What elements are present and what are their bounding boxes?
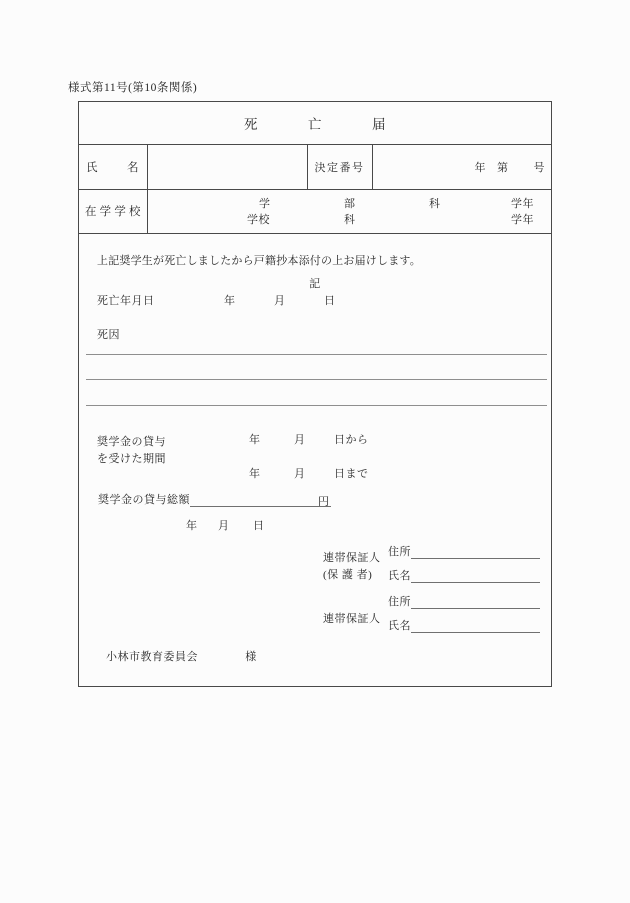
total-amount-row xyxy=(98,491,331,507)
total-label: 奨学金の貸与総額 xyxy=(98,494,190,506)
notice-text: 上記奨学生が死亡しましたから戸籍抄本添付の上お届けします。 xyxy=(97,255,421,267)
school-unit-bu: 部 xyxy=(344,198,356,210)
total-amount-blank xyxy=(190,494,317,507)
school-label-char: 在 xyxy=(85,206,97,218)
decision-number-label: 決定番号 xyxy=(314,161,365,174)
school-unit-gakunen2: 学年 xyxy=(511,214,534,226)
school-label xyxy=(79,189,147,233)
school-label-char: 学 xyxy=(99,206,112,218)
guarantor2-name-row xyxy=(388,617,540,633)
period-to-day: 日まで xyxy=(334,468,369,480)
name-label-char: 氏 xyxy=(86,161,98,174)
name-value-cell xyxy=(147,144,307,189)
submit-date-day: 日 xyxy=(253,520,265,532)
guarantor1-address-blank xyxy=(411,546,540,559)
guarantor1-address-row xyxy=(388,543,540,559)
death-notification-form xyxy=(78,101,552,687)
period-to-year: 年 xyxy=(249,468,261,480)
school-unit-ka2: 科 xyxy=(344,214,356,226)
guarantor1-label-line1: 連帯保証人 xyxy=(323,552,381,564)
death-date-unit-day: 日 xyxy=(324,295,336,307)
guarantor2-name-label: 氏名 xyxy=(388,620,411,632)
recipient-name: 小林市教育委員会 xyxy=(106,651,198,663)
death-date-label: 死亡年月日 xyxy=(97,295,155,307)
unit-go: 号 xyxy=(533,161,545,174)
school-unit-gakkou: 学校 xyxy=(247,214,270,226)
guarantor1-name-blank xyxy=(411,570,540,583)
guarantor1-label-line2: (保 護 者) xyxy=(323,568,373,581)
form-title-char: 届 xyxy=(372,117,386,132)
ki-heading: 記 xyxy=(309,278,321,290)
death-date-unit-year: 年 xyxy=(224,295,236,307)
name-label-char: 名 xyxy=(127,161,139,174)
cause-ruled-line xyxy=(86,354,547,355)
school-unit-ka: 科 xyxy=(429,198,441,210)
row-divider xyxy=(79,189,551,190)
form-title xyxy=(79,102,551,144)
guarantor1-name-row xyxy=(388,567,540,583)
guarantor1-label xyxy=(323,550,381,583)
form-title-char: 亡 xyxy=(308,117,322,132)
guarantor1-address-label: 住所 xyxy=(388,546,411,558)
unit-year: 年 xyxy=(474,161,486,174)
period-to-month: 月 xyxy=(294,468,306,480)
guarantor1-name-label: 氏名 xyxy=(388,570,411,582)
submit-date-month: 月 xyxy=(218,520,230,532)
form-number-label: 様式第11号(第10条関係) xyxy=(68,82,198,94)
name-label xyxy=(79,144,147,189)
cause-ruled-line xyxy=(86,379,547,380)
unit-dai: 第 xyxy=(497,161,509,174)
recipient-row xyxy=(106,648,257,664)
form-title-char: 死 xyxy=(244,117,258,132)
row-divider xyxy=(79,233,551,234)
period-from-month: 月 xyxy=(294,434,306,446)
school-label-char: 校 xyxy=(128,206,141,218)
school-unit-gakunen: 学年 xyxy=(511,198,534,210)
guarantor2-name-blank xyxy=(411,620,540,633)
decision-number-value-cell xyxy=(372,144,553,189)
period-label-line1: 奨学金の貸与 xyxy=(97,436,166,448)
guarantor2-address-blank xyxy=(411,596,540,609)
cause-label: 死因 xyxy=(97,329,120,341)
school-label-char: 学 xyxy=(114,206,127,218)
guarantor2-address-row xyxy=(388,593,540,609)
guarantor2-address-label: 住所 xyxy=(388,596,411,608)
submit-date-year: 年 xyxy=(186,520,198,532)
period-label-line2: を受けた期間 xyxy=(97,452,166,465)
guarantor2-label: 連帯保証人 xyxy=(323,613,381,625)
school-unit-gaku: 学 xyxy=(259,198,271,210)
death-date-unit-month: 月 xyxy=(274,295,286,307)
cause-ruled-line xyxy=(86,405,547,406)
period-from-day: 日から xyxy=(334,434,369,446)
recipient-honorific: 様 xyxy=(245,651,257,663)
period-label xyxy=(97,434,166,467)
period-from-year: 年 xyxy=(249,434,261,446)
total-unit-yen: 円 xyxy=(317,493,331,507)
